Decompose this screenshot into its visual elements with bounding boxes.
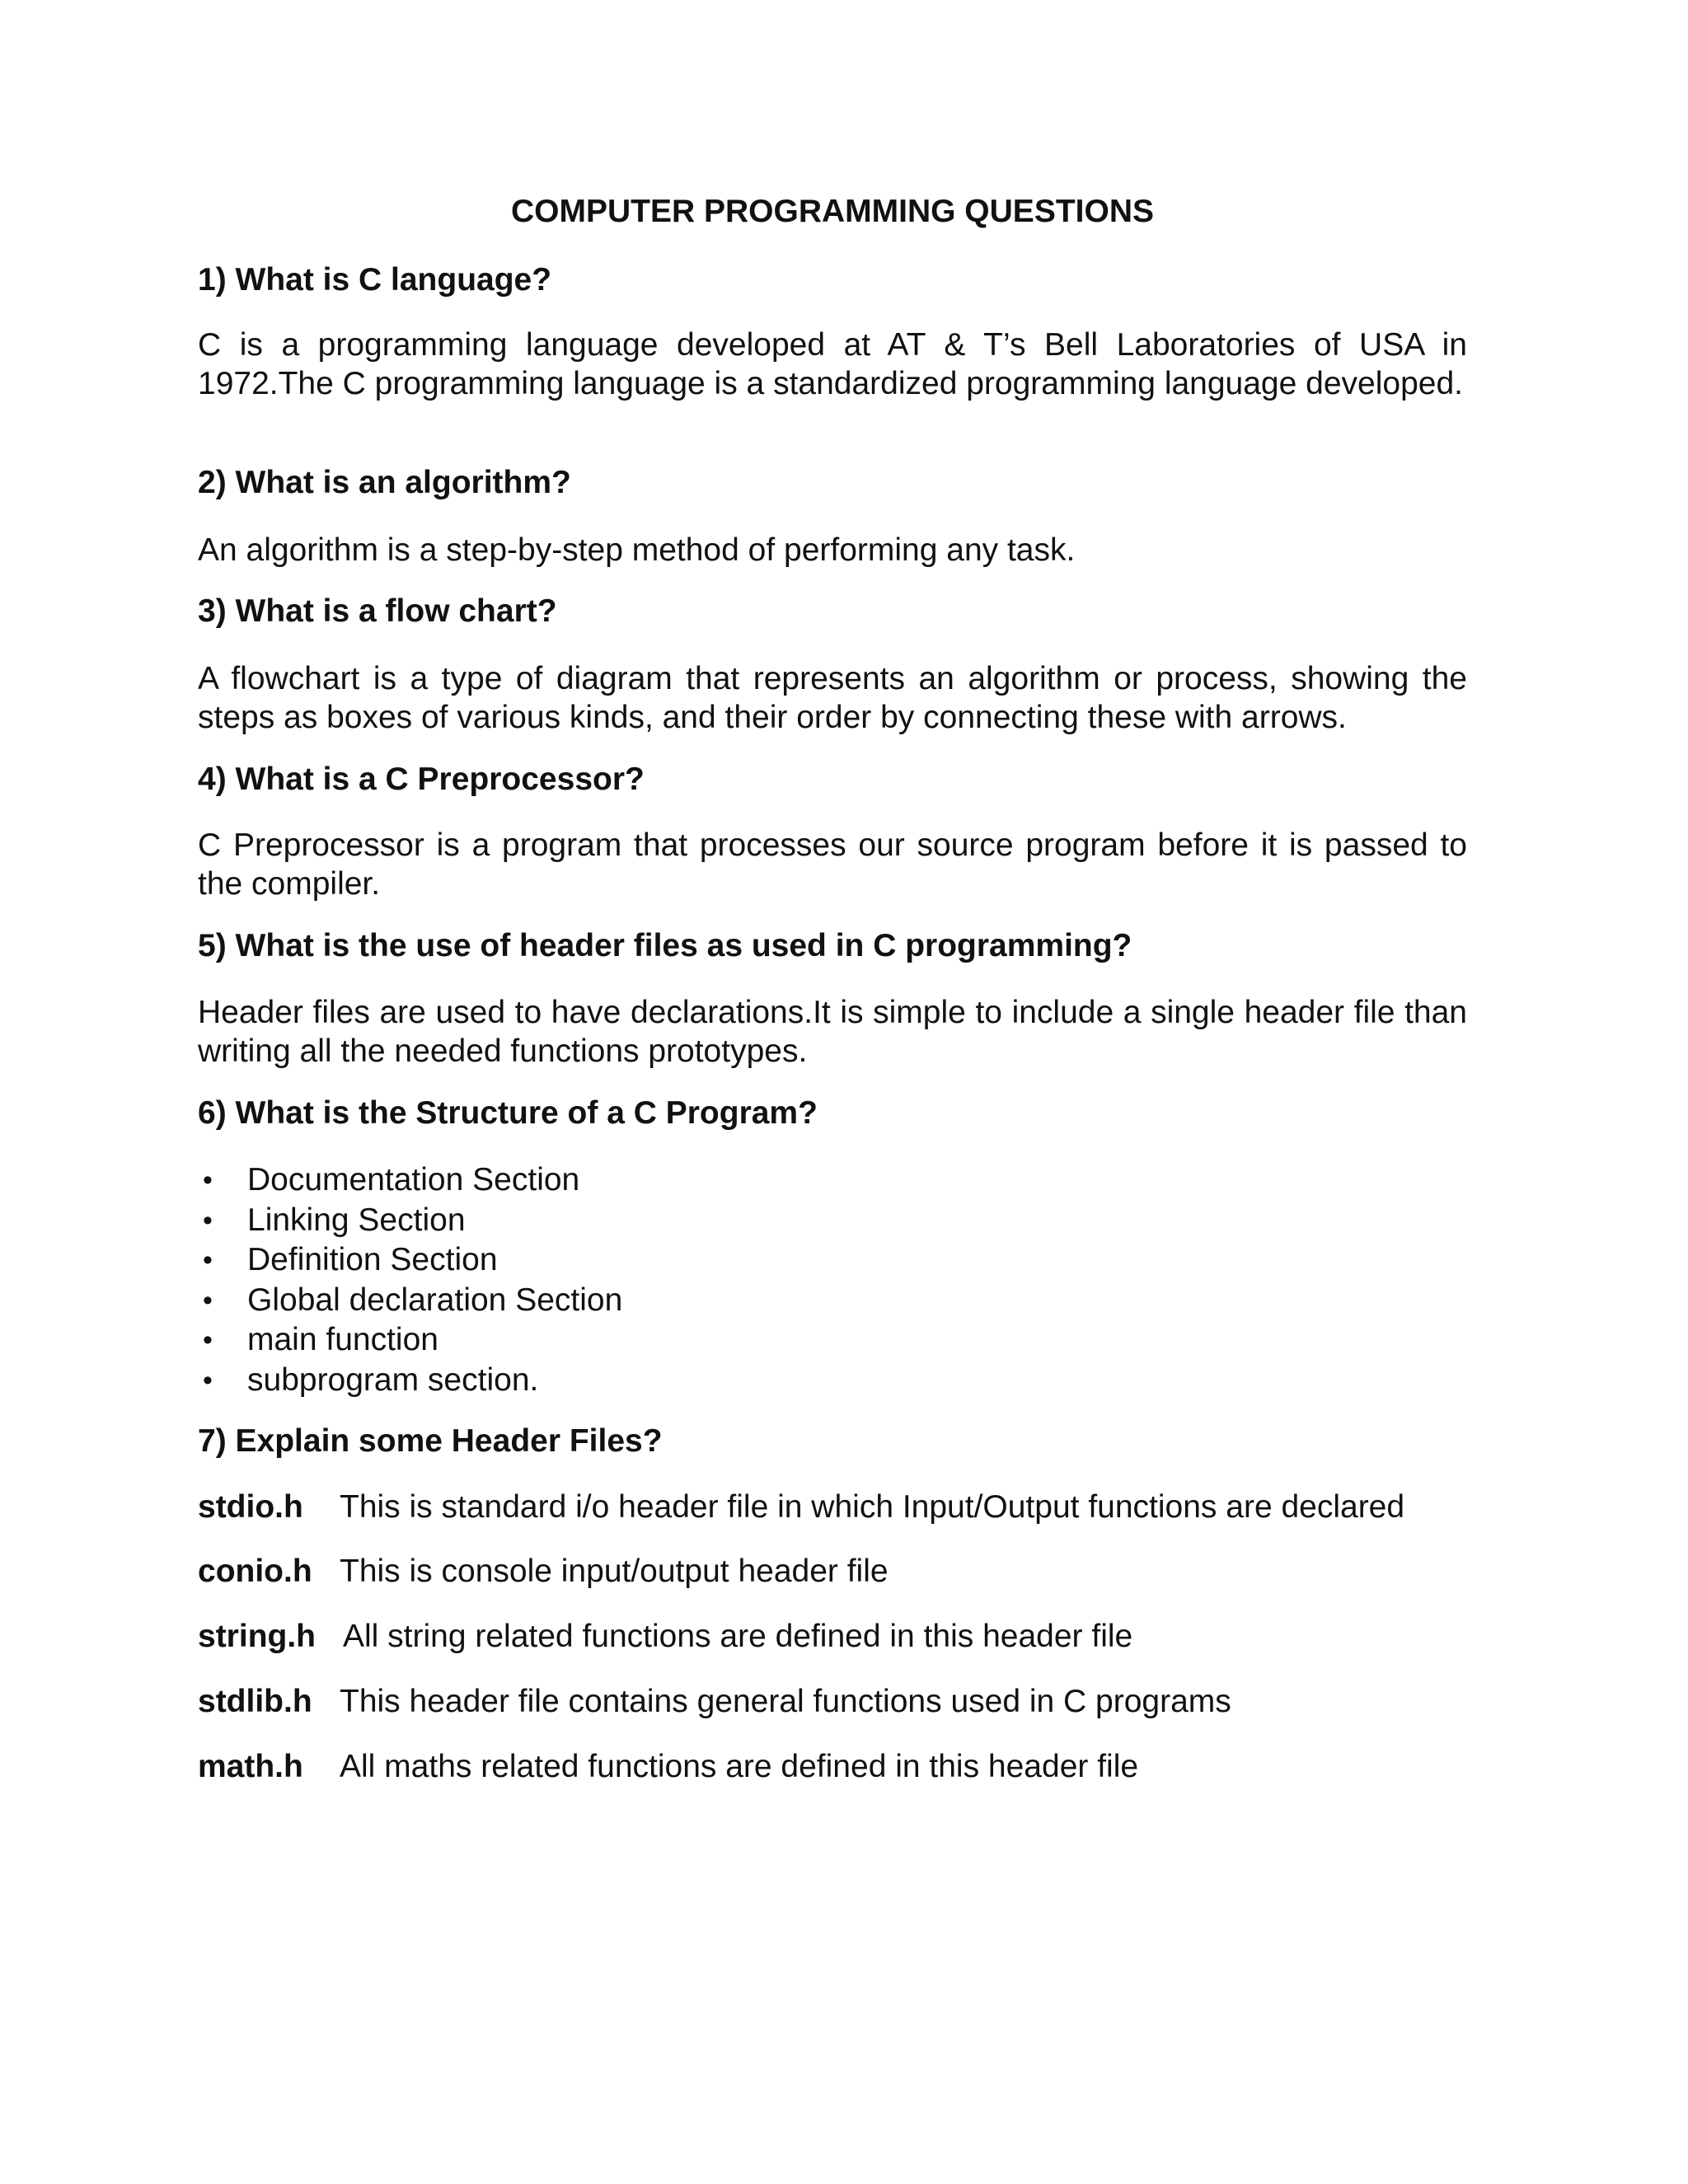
list-item: • Linking Section xyxy=(198,1201,622,1241)
list-item: • Global declaration Section xyxy=(198,1281,622,1321)
header-file-row xyxy=(198,1488,1517,1527)
answer-1: C is a programming language developed at AT & T’s Bell Laboratories of USA in 1972.The C programming language is a standardized programming language developed. xyxy=(198,327,1467,401)
question-1: 1) What is C language? xyxy=(198,262,552,298)
bullet-icon: • xyxy=(203,1324,213,1356)
bullet-icon: • xyxy=(203,1204,213,1236)
header-file-desc: This is console input/output header file xyxy=(340,1554,889,1589)
bullet-icon: • xyxy=(203,1284,213,1316)
header-file-row xyxy=(198,1747,1517,1787)
answer-3: A flowchart is a type of diagram that represents an algorithm or process, showing the steps as boxes of various kinds, and their order by connecting these with arrows. xyxy=(198,661,1467,735)
question-6: 6) What is the Structure of a C Program? xyxy=(198,1095,818,1131)
list-item: • main function xyxy=(198,1320,622,1361)
page-title: COMPUTER PROGRAMMING QUESTIONS xyxy=(510,194,1155,229)
answer-5: Header files are used to have declarations.It is simple to include a single header file than writing all the needed functions prototypes. xyxy=(198,995,1467,1069)
header-file-name: conio.h xyxy=(198,1554,312,1589)
bullet-icon: • xyxy=(203,1165,213,1196)
answer-2: An algorithm is a step-by-step method of performing any task. xyxy=(198,532,1076,568)
bullet-icon: • xyxy=(203,1364,213,1396)
header-file-desc: This header file contains general functions used in C programs xyxy=(340,1684,1231,1719)
header-file-desc: All maths related functions are defined in this header file xyxy=(340,1749,1139,1784)
question-5: 5) What is the use of header files as used in C programming? xyxy=(198,928,1132,963)
header-file-row xyxy=(198,1552,1517,1591)
header-file-desc: This is standard i/o header file in which Input/Output functions are declared xyxy=(340,1489,1405,1525)
bullet-icon: • xyxy=(203,1244,213,1276)
structure-list xyxy=(198,1160,622,1400)
list-item: • subprogram section. xyxy=(198,1361,622,1401)
header-file-name: math.h xyxy=(198,1749,303,1784)
question-2: 2) What is an algorithm? xyxy=(198,465,571,500)
list-item: • Documentation Section xyxy=(198,1160,622,1201)
header-file-name: string.h xyxy=(198,1619,316,1654)
answer-4: C Preprocessor is a program that processes our source program before it is passed to the compiler. xyxy=(198,827,1467,902)
document-page xyxy=(198,0,1467,2184)
header-file-desc: All string related functions are defined in this header file xyxy=(343,1619,1133,1654)
question-4: 4) What is a C Preprocessor? xyxy=(198,762,645,797)
header-file-row xyxy=(198,1682,1517,1722)
question-3: 3) What is a flow chart? xyxy=(198,593,557,629)
list-item: • Definition Section xyxy=(198,1240,622,1281)
question-7: 7) Explain some Header Files? xyxy=(198,1423,663,1459)
header-file-name: stdlib.h xyxy=(198,1684,312,1719)
header-file-row xyxy=(198,1617,1517,1657)
header-file-name: stdio.h xyxy=(198,1489,303,1525)
